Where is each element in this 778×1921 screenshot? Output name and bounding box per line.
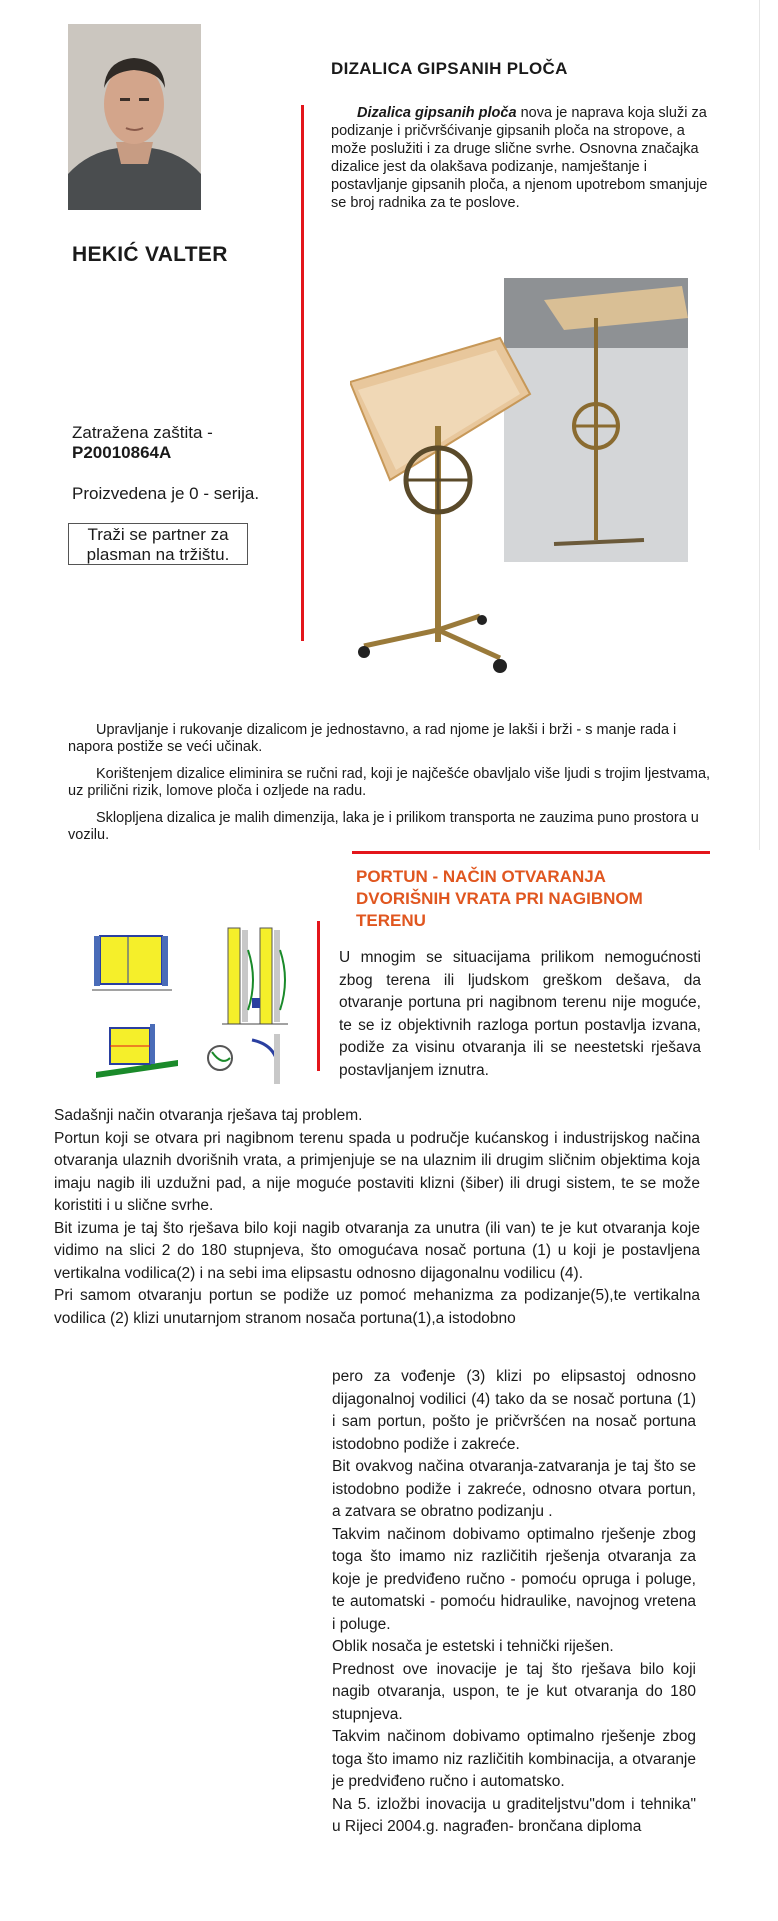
red-divider-horizontal [352, 851, 710, 854]
portun-cont-paragraph-3: Takvim načinom dobivamo optimalno rješenje zbog toga što imamo niz različitih rješenja otvaranja za koje je predviđeno ručno - pomoću opruga i poluge, te automatski - pomoću hidraulike, navojnog vretena i poluge. [332, 1525, 696, 1633]
protection-info [72, 423, 213, 463]
portun-cont-paragraph-4: Oblik nosača je estetski i tehnički riješen. [332, 1638, 614, 1655]
portun-title-line-3: TERENU [356, 911, 426, 930]
diagram-3 [96, 1024, 178, 1078]
author-portrait [68, 24, 201, 210]
portun-paragraph-3: Bit izuma je taj što rješava bilo koji nagib otvaranja za unutra (ili van) te je kut otvaranja koje vidimo na slici 2 do 180 stupnjeva, što omogućava nosač portuna (1) u koji je postavljena vertikalna vodilica(2) i na sebi ima elipsastu odnosno dijagonalnu vodilicu (4). [54, 1219, 700, 1282]
intro-text: nova je naprava koja služi za podizanje i pričvršćivanje gipsanih ploča na stropove, a može poslužiti i za druge slične svrhe. Osnovna značajka dizalice jest da olakšava podizanje, namještanje i postavljanje gipsanih ploča, a njenom upotrebom smanjuje se broj radnika za te poslove. [331, 105, 708, 211]
portun-paragraph-1: Sadašnji način otvaranja rješava taj problem. [54, 1107, 363, 1124]
intro-emphasis: Dizalica gipsanih ploča [357, 105, 517, 121]
diagram-2 [222, 928, 288, 1024]
partner-line-1: Traži se partner za [87, 525, 229, 544]
portun-cont-paragraph-6: Takvim načinom dobivamo optimalno rješenje zbog toga što imamo niz različitih kombinacija, a otvaranje je predviđeno ručno i automatsko. [332, 1728, 696, 1790]
portun-diagrams [92, 920, 312, 1088]
article-intro [331, 104, 711, 212]
red-divider-vertical [301, 105, 304, 641]
diagram-4 [208, 1034, 280, 1084]
series-note: Proizvedena je 0 - serija. [72, 484, 260, 503]
page-edge-line [759, 0, 760, 850]
partner-line-2: plasman na tržištu. [86, 545, 230, 564]
portun-paragraph-4: Pri samom otvaranju portun se podiže uz pomoć mehanizma za podizanje(5),te vertikalna vodilica (2) klizi unutarnjom stranom nosača portuna(1),a istodobno [54, 1287, 700, 1327]
portun-body-continued [332, 1366, 696, 1839]
portun-cont-paragraph-7: Na 5. izložbi inovacija u graditeljstvu"dom i tehnika" u Rijeci 2004.g. nagrađen- brončana diploma [332, 1795, 696, 1835]
protection-number: P20010864A [72, 443, 172, 462]
article-title: DIZALICA GIPSANIH PLOČA [331, 59, 568, 78]
article-paragraph-1: Upravljanje i rukovanje dizalicom je jednostavno, a rad njome je lakši i brži - s manje rada i napora postiže se veći učinak. [68, 722, 677, 755]
portun-cont-paragraph-2: Bit ovakvog načina otvaranja-zatvaranja je taj što se istodobno podiže i zakreće, odnosno otvara portun, a zatvara se obratno podizanju . [332, 1458, 696, 1520]
article-paragraph-2: Korištenjem dizalice eliminira se ručni rad, koji je najčešće obavljalo više ljudi s trojim ljestvama, uz prilični rizik, lomove ploča i ozljede na radu. [68, 766, 711, 799]
portun-title [356, 866, 696, 932]
lift-photo-main [350, 330, 560, 690]
partner-box [68, 523, 248, 565]
article-paragraph-3: Sklopljena dizalica je malih dimenzija, laka je i prilikom transporta ne zauzima puno prostora u vozilu. [68, 810, 699, 843]
portun-title-line-2: DVORIŠNIH VRATA PRI NAGIBNOM [356, 889, 643, 908]
portun-cont-paragraph-1: pero za vođenje (3) klizi po elipsastoj odnosno dijagonalnoj vodilici (4) tako da se nosač portuna (1) i sam portun, pošto je pričvršćen na nosač portuna istodobno podiže i zakreće. [332, 1368, 696, 1453]
diagram-1 [92, 936, 172, 990]
red-divider-vertical-2 [317, 921, 320, 1071]
author-name: HEKIĆ VALTER [72, 243, 228, 266]
protection-label: Zatražena zaštita - [72, 423, 213, 442]
portun-body [54, 1105, 700, 1330]
portun-intro: U mnogim se situacijama prilikom nemogućnosti zbog terena ili ljudskom greškom dešava, da otvaranje portuna pri nagibnom terenu nije moguće, te se iz objektivnih razloga portun postavlja izvana, podiže za visinu otvaranja ili se neestetski rješava postavljanjem iznutra. [339, 949, 701, 1079]
portun-paragraph-2: Portun koji se otvara pri nagibnom terenu spada u područje kućanskog i industrijskog načina otvaranja ulaznih dvorišnih vrata, a primjenjuje se na ulaznim ili drugim sličnim objektima koja imaju nagib ili uzdužni pad, a nije moguće postaviti klizni (šiber) ili drugi sistem, te se može koristiti i u slične svrhe. [54, 1129, 700, 1214]
portun-title-line-1: PORTUN - NAČIN OTVARANJA [356, 867, 606, 886]
portun-cont-paragraph-5: Prednost ove inovacije je taj što rješava bilo koji nagib otvaranja, uspon, te je kut otvaranja do 180 stupnjeva. [332, 1660, 696, 1723]
